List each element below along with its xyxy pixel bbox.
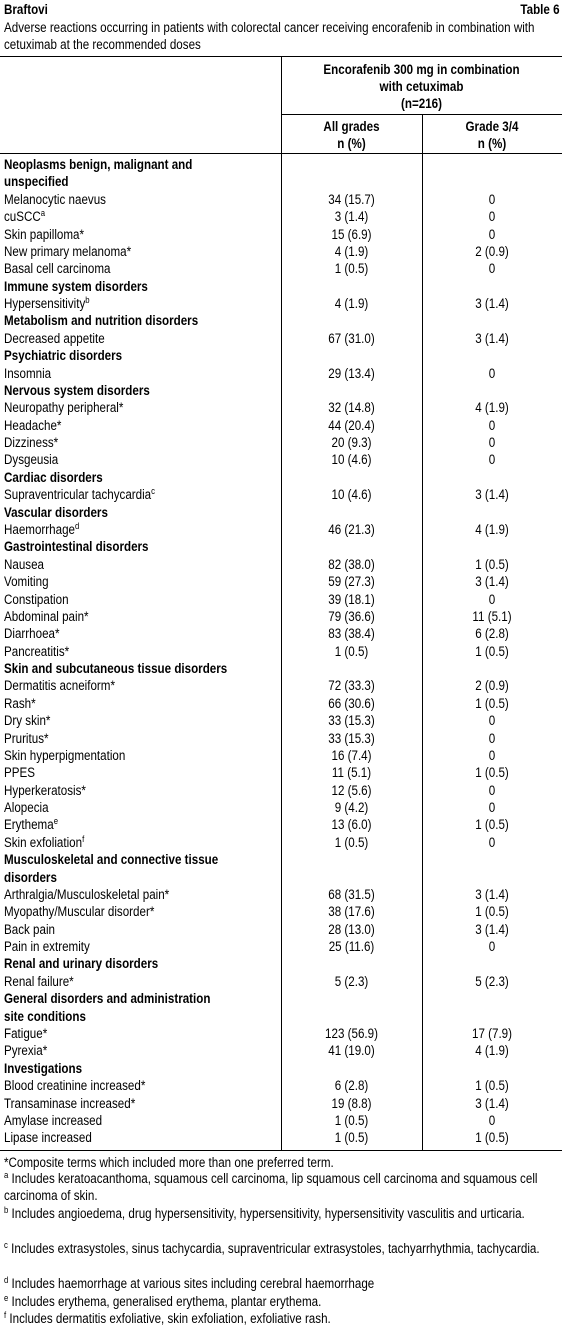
footnote bbox=[4, 1171, 554, 1204]
row-label bbox=[4, 782, 86, 799]
all-grades-cell: 34 (15.7) bbox=[328, 191, 375, 207]
label-text: Gastrointestinal disorders bbox=[4, 539, 149, 555]
grade34-cell: 0 bbox=[488, 365, 496, 381]
section-heading bbox=[4, 851, 218, 868]
group-header-line3: (n=216) bbox=[401, 96, 442, 111]
all-grades-cell: 19 (8.8) bbox=[331, 1095, 372, 1111]
all-grades-cell: 29 (13.4) bbox=[328, 365, 375, 381]
all-grades-cell: 44 (20.4) bbox=[328, 417, 375, 433]
col-all-grades-line2: n (%) bbox=[337, 136, 366, 151]
row-label bbox=[4, 1025, 47, 1042]
grade34-cell: 3 (1.4) bbox=[475, 487, 509, 503]
footnote-text: Includes extrasystoles, sinus tachycardia, supraventricular extrasystoles, tachyarrhythmia, tachycardia. bbox=[7, 1241, 540, 1256]
label-text: Dizziness* bbox=[4, 435, 59, 451]
all-grades-cell: 68 (31.5) bbox=[328, 886, 375, 902]
grade34-cell: 17 (7.9) bbox=[471, 1026, 513, 1041]
all-grades-cell: 13 (6.0) bbox=[331, 817, 372, 833]
label-text: Fatigue* bbox=[4, 1026, 48, 1041]
all-grades-cell: 72 (33.3) bbox=[328, 678, 375, 694]
label-text: disorders bbox=[4, 869, 57, 885]
label-text: Nervous system disorders bbox=[4, 382, 150, 398]
row-label bbox=[4, 730, 49, 747]
label-text: Myopathy/Muscular disorder* bbox=[4, 904, 155, 920]
grade34-cell: 5 (2.3) bbox=[475, 973, 509, 989]
grade34-cell: 3 (1.4) bbox=[475, 330, 509, 346]
label-text: Alopecia bbox=[4, 800, 49, 816]
all-grades-cell: 33 (15.3) bbox=[328, 713, 375, 729]
footnote-text: *Composite terms which included more than one preferred term. bbox=[4, 1155, 334, 1170]
all-grades-cell: 3 (1.4) bbox=[334, 209, 369, 225]
label-text: Insomnia bbox=[4, 365, 52, 381]
grade34-cell: 1 (0.5) bbox=[475, 765, 509, 781]
section-heading bbox=[4, 660, 227, 677]
row-label bbox=[4, 938, 90, 955]
grade34-cell: 1 (0.5) bbox=[475, 695, 509, 711]
label-text: Basal cell carcinoma bbox=[4, 261, 111, 277]
label-text: Neoplasms benign, malignant and bbox=[4, 157, 193, 172]
label-text: Renal and urinary disorders bbox=[4, 956, 159, 972]
footnote-marker: d bbox=[74, 520, 80, 531]
all-grades-cell: 123 (56.9) bbox=[325, 1026, 378, 1041]
all-grades-cell: 1 (0.5) bbox=[334, 643, 369, 659]
section-heading bbox=[4, 869, 57, 886]
row-label bbox=[4, 399, 123, 416]
row-label bbox=[4, 1112, 102, 1129]
label-text: Hypersensitivity bbox=[4, 296, 86, 312]
label-text: General disorders and administration bbox=[4, 991, 211, 1007]
row-label bbox=[4, 191, 106, 208]
footnote bbox=[4, 1276, 554, 1293]
label-text: New primary melanoma* bbox=[4, 243, 132, 259]
label-text: Hyperkeratosis* bbox=[4, 782, 86, 798]
table-caption: Adverse reactions occurring in patients with colorectal cancer receiving encorafenib in combination with cetuximab at the recommended doses bbox=[4, 20, 535, 52]
all-grades-cell: 1 (0.5) bbox=[334, 1112, 369, 1128]
grade34-cell: 0 bbox=[488, 452, 496, 468]
row-label bbox=[4, 556, 44, 573]
grade34-cell: 0 bbox=[488, 209, 496, 225]
row-label bbox=[4, 1042, 47, 1059]
label-text: Melanocytic naevus bbox=[4, 191, 106, 207]
label-text: Skin hyperpigmentation bbox=[4, 747, 126, 763]
section-heading bbox=[4, 173, 69, 190]
all-grades-cell: 25 (11.6) bbox=[328, 939, 375, 955]
row-label bbox=[4, 226, 84, 243]
grade34-cell: 0 bbox=[488, 939, 496, 955]
grade34-cell: 4 (1.9) bbox=[475, 521, 509, 537]
grade34-cell: 3 (1.4) bbox=[475, 1095, 509, 1111]
all-grades-cell: 39 (18.1) bbox=[328, 591, 375, 607]
row-label bbox=[4, 330, 105, 347]
label-text: Rash* bbox=[4, 695, 36, 711]
label-text: Skin exfoliation bbox=[4, 834, 83, 850]
label-text: Cardiac disorders bbox=[4, 469, 103, 485]
grade34-cell: 0 bbox=[488, 834, 496, 850]
section-heading bbox=[4, 1060, 82, 1077]
footnote-text: Includes dermatitis exfoliative, skin exfoliation, exfoliative rash. bbox=[6, 1311, 331, 1326]
label-text: Pain in extremity bbox=[4, 939, 90, 955]
row-label bbox=[4, 451, 58, 468]
col-grade34-line1: Grade 3/4 bbox=[465, 119, 519, 134]
label-text: Supraventricular tachycardia bbox=[4, 487, 152, 503]
label-text: Psychiatric disorders bbox=[4, 348, 123, 364]
row-label bbox=[4, 747, 125, 764]
footnote-marker: c bbox=[4, 1240, 8, 1250]
label-text: Constipation bbox=[4, 591, 69, 607]
footnote-marker: e bbox=[53, 816, 59, 827]
section-heading bbox=[4, 312, 198, 329]
all-grades-cell: 1 (0.5) bbox=[334, 1130, 369, 1146]
all-grades-cell: 66 (30.6) bbox=[328, 695, 375, 711]
footnote-marker: a bbox=[40, 208, 46, 219]
group-header-line2: with cetuximab bbox=[379, 79, 464, 94]
label-text: Pancreatitis* bbox=[4, 643, 70, 659]
row-label bbox=[4, 695, 36, 712]
all-grades-cell: 10 (4.6) bbox=[331, 452, 372, 468]
all-grades-cell: 38 (17.6) bbox=[328, 904, 375, 920]
all-grades-cell: 59 (27.3) bbox=[328, 574, 375, 590]
all-grades-cell: 32 (14.8) bbox=[328, 400, 375, 416]
grade-column-divider bbox=[422, 114, 423, 1150]
grade34-cell: 0 bbox=[488, 261, 496, 277]
label-text: PPES bbox=[4, 765, 35, 781]
row-label bbox=[4, 921, 55, 938]
all-grades-cell: 16 (7.4) bbox=[331, 747, 372, 763]
label-text: Investigations bbox=[4, 1060, 83, 1076]
label-text: Metabolism and nutrition disorders bbox=[4, 313, 199, 329]
section-heading bbox=[4, 347, 122, 364]
all-grades-cell: 12 (5.6) bbox=[331, 782, 372, 798]
footnote-marker: c bbox=[151, 486, 156, 497]
footnote bbox=[4, 1206, 554, 1223]
label-text: Headache* bbox=[4, 417, 62, 433]
section-heading bbox=[4, 382, 150, 399]
grade34-cell: 0 bbox=[488, 191, 496, 207]
grade34-cell: 0 bbox=[488, 800, 496, 816]
footnote-marker: a bbox=[4, 1170, 9, 1180]
product-name: Braftovi bbox=[4, 2, 48, 17]
footnote-marker: d bbox=[4, 1275, 9, 1285]
grade34-cell: 0 bbox=[488, 730, 496, 746]
label-text: Transaminase increased* bbox=[4, 1095, 136, 1111]
label-text: Renal failure* bbox=[4, 973, 74, 989]
label-text: Decreased appetite bbox=[4, 330, 105, 346]
all-grades-cell: 83 (38.4) bbox=[328, 626, 375, 642]
all-grades-cell: 5 (2.3) bbox=[334, 973, 369, 989]
grade34-cell: 11 (5.1) bbox=[472, 608, 512, 624]
all-grades-cell: 28 (13.0) bbox=[328, 921, 375, 937]
label-text: Blood creatinine increased* bbox=[4, 1078, 146, 1094]
row-label bbox=[4, 712, 50, 729]
row-label bbox=[4, 243, 131, 260]
grade34-cell: 2 (0.9) bbox=[475, 243, 509, 259]
section-heading bbox=[4, 1008, 86, 1025]
footnote bbox=[4, 1155, 554, 1172]
label-text: Vomiting bbox=[4, 574, 49, 590]
all-grades-cell: 9 (4.2) bbox=[334, 800, 369, 816]
label-text: Back pain bbox=[4, 921, 55, 937]
label-text: Immune system disorders bbox=[4, 278, 148, 294]
label-text: Abdominal pain* bbox=[4, 608, 89, 624]
section-heading bbox=[4, 278, 148, 295]
label-text: unspecified bbox=[4, 174, 69, 190]
row-label bbox=[4, 834, 84, 851]
all-grades-cell: 6 (2.8) bbox=[334, 1078, 369, 1094]
all-grades-cell: 67 (31.0) bbox=[328, 330, 375, 346]
label-text: Musculoskeletal and connective tissue bbox=[4, 852, 219, 868]
grade34-cell: 3 (1.4) bbox=[475, 921, 509, 937]
grade34-cell: 6 (2.8) bbox=[475, 626, 509, 642]
grade34-cell: 2 (0.9) bbox=[475, 678, 509, 694]
grade34-cell: 1 (0.5) bbox=[475, 904, 509, 920]
row-label bbox=[4, 208, 45, 225]
footnote-marker: e bbox=[4, 1293, 9, 1303]
label-text: Vascular disorders bbox=[4, 504, 108, 520]
footnote-marker: f bbox=[82, 833, 85, 844]
footnote bbox=[4, 1311, 554, 1328]
all-grades-cell: 15 (6.9) bbox=[331, 226, 372, 242]
footnote-marker: f bbox=[4, 1310, 7, 1320]
grade34-cell: 0 bbox=[488, 782, 496, 798]
row-label bbox=[4, 677, 115, 694]
grade34-cell: 3 (1.4) bbox=[475, 886, 509, 902]
label-text: Dermatitis acneiform* bbox=[4, 678, 115, 694]
section-heading bbox=[4, 156, 192, 173]
label-text: Nausea bbox=[4, 556, 45, 572]
section-heading bbox=[4, 504, 108, 521]
label-text: Pyrexia* bbox=[4, 1043, 48, 1059]
grade34-cell: 3 (1.4) bbox=[475, 296, 509, 312]
grade34-cell: 1 (0.5) bbox=[475, 1078, 509, 1094]
all-grades-cell: 1 (0.5) bbox=[334, 261, 369, 277]
row-label bbox=[4, 799, 49, 816]
grade34-cell: 0 bbox=[488, 713, 496, 729]
section-heading bbox=[4, 469, 103, 486]
label-text: Dry skin* bbox=[4, 713, 51, 729]
table-number: Table 6 bbox=[520, 2, 560, 17]
row-label bbox=[4, 1129, 92, 1146]
grade34-cell: 0 bbox=[488, 747, 496, 763]
grade34-cell: 0 bbox=[488, 591, 496, 607]
col-all-grades-line1: All grades bbox=[323, 119, 380, 134]
all-grades-cell: 82 (38.0) bbox=[328, 556, 375, 572]
footnote-marker: b bbox=[4, 1205, 9, 1215]
label-text: Lipase increased bbox=[4, 1130, 92, 1146]
row-label bbox=[4, 973, 74, 990]
footnote-text: Includes keratoacanthoma, squamous cell carcinoma, lip squamous cell carcinoma and squamous cell carcinoma of skin. bbox=[4, 1171, 538, 1203]
all-grades-cell: 1 (0.5) bbox=[334, 834, 369, 850]
row-label bbox=[4, 591, 69, 608]
label-text: Erythema bbox=[4, 817, 54, 833]
footnote bbox=[4, 1241, 554, 1258]
all-grades-cell: 11 (5.1) bbox=[331, 765, 372, 781]
row-label bbox=[4, 643, 69, 660]
grade34-cell: 1 (0.5) bbox=[475, 643, 509, 659]
row-label bbox=[4, 295, 90, 312]
footnote-text: Includes erythema, generalised erythema, plantar erythema. bbox=[8, 1294, 322, 1309]
label-text: Neuropathy peripheral* bbox=[4, 400, 124, 416]
table-bottom-rule bbox=[0, 1150, 562, 1151]
section-heading bbox=[4, 538, 149, 555]
section-heading bbox=[4, 990, 210, 1007]
document-header bbox=[4, 2, 560, 20]
all-grades-cell: 41 (19.0) bbox=[328, 1043, 375, 1059]
col-grade34-line2: n (%) bbox=[477, 136, 507, 151]
row-label bbox=[4, 1095, 135, 1112]
all-grades-cell: 10 (4.6) bbox=[331, 487, 372, 503]
row-label bbox=[4, 365, 51, 382]
grade34-cell: 0 bbox=[488, 417, 496, 433]
all-grades-cell: 20 (9.3) bbox=[331, 435, 372, 451]
row-label bbox=[4, 260, 110, 277]
row-label bbox=[4, 625, 60, 642]
label-text: Arthralgia/Musculoskeletal pain* bbox=[4, 886, 170, 902]
grade34-cell: 0 bbox=[488, 1112, 496, 1128]
grade34-cell: 4 (1.9) bbox=[475, 400, 509, 416]
row-label bbox=[4, 1077, 145, 1094]
row-label bbox=[4, 521, 79, 538]
grade34-cell: 3 (1.4) bbox=[475, 574, 509, 590]
label-text: Haemorrhage bbox=[4, 521, 75, 537]
label-text: Pruritus* bbox=[4, 730, 49, 746]
row-label bbox=[4, 434, 58, 451]
row-label bbox=[4, 764, 35, 781]
label-text: site conditions bbox=[4, 1008, 86, 1024]
footnote bbox=[4, 1294, 554, 1311]
row-label bbox=[4, 608, 89, 625]
all-grades-cell: 4 (1.9) bbox=[334, 296, 369, 312]
footnote-marker: b bbox=[85, 295, 90, 306]
footnote-text: Includes haemorrhage at various sites including cerebral haemorrhage bbox=[8, 1276, 375, 1291]
all-grades-cell: 4 (1.9) bbox=[334, 243, 369, 259]
row-label bbox=[4, 903, 154, 920]
section-heading bbox=[4, 955, 158, 972]
all-grades-cell: 79 (36.6) bbox=[328, 608, 375, 624]
label-text: Skin papilloma* bbox=[4, 226, 85, 242]
grade34-cell: 1 (0.5) bbox=[475, 1130, 509, 1146]
all-grades-cell: 46 (21.3) bbox=[328, 521, 375, 537]
label-text: Amylase increased bbox=[4, 1112, 103, 1128]
row-label bbox=[4, 417, 61, 434]
row-label bbox=[4, 816, 58, 833]
row-label bbox=[4, 486, 155, 503]
grade34-cell: 0 bbox=[488, 226, 496, 242]
footnote-text: Includes angioedema, drug hypersensitivity, hypersensitivity, hypersensitivity vasculitis and urticaria. bbox=[8, 1206, 525, 1221]
grade34-cell: 0 bbox=[488, 435, 496, 451]
grade34-cell: 1 (0.5) bbox=[475, 817, 509, 833]
label-text: Diarrhoea* bbox=[4, 626, 60, 642]
grade34-cell: 1 (0.5) bbox=[475, 556, 509, 572]
row-label bbox=[4, 573, 49, 590]
all-grades-cell: 33 (15.3) bbox=[328, 730, 375, 746]
grade34-cell: 4 (1.9) bbox=[475, 1043, 509, 1059]
group-header-line1: Encorafenib 300 mg in combination bbox=[323, 62, 520, 77]
label-text: Skin and subcutaneous tissue disorders bbox=[4, 661, 228, 677]
row-label bbox=[4, 886, 169, 903]
label-text: Dysgeusia bbox=[4, 452, 59, 468]
label-text: cuSCC bbox=[4, 209, 41, 225]
label-column-divider bbox=[281, 56, 282, 1150]
